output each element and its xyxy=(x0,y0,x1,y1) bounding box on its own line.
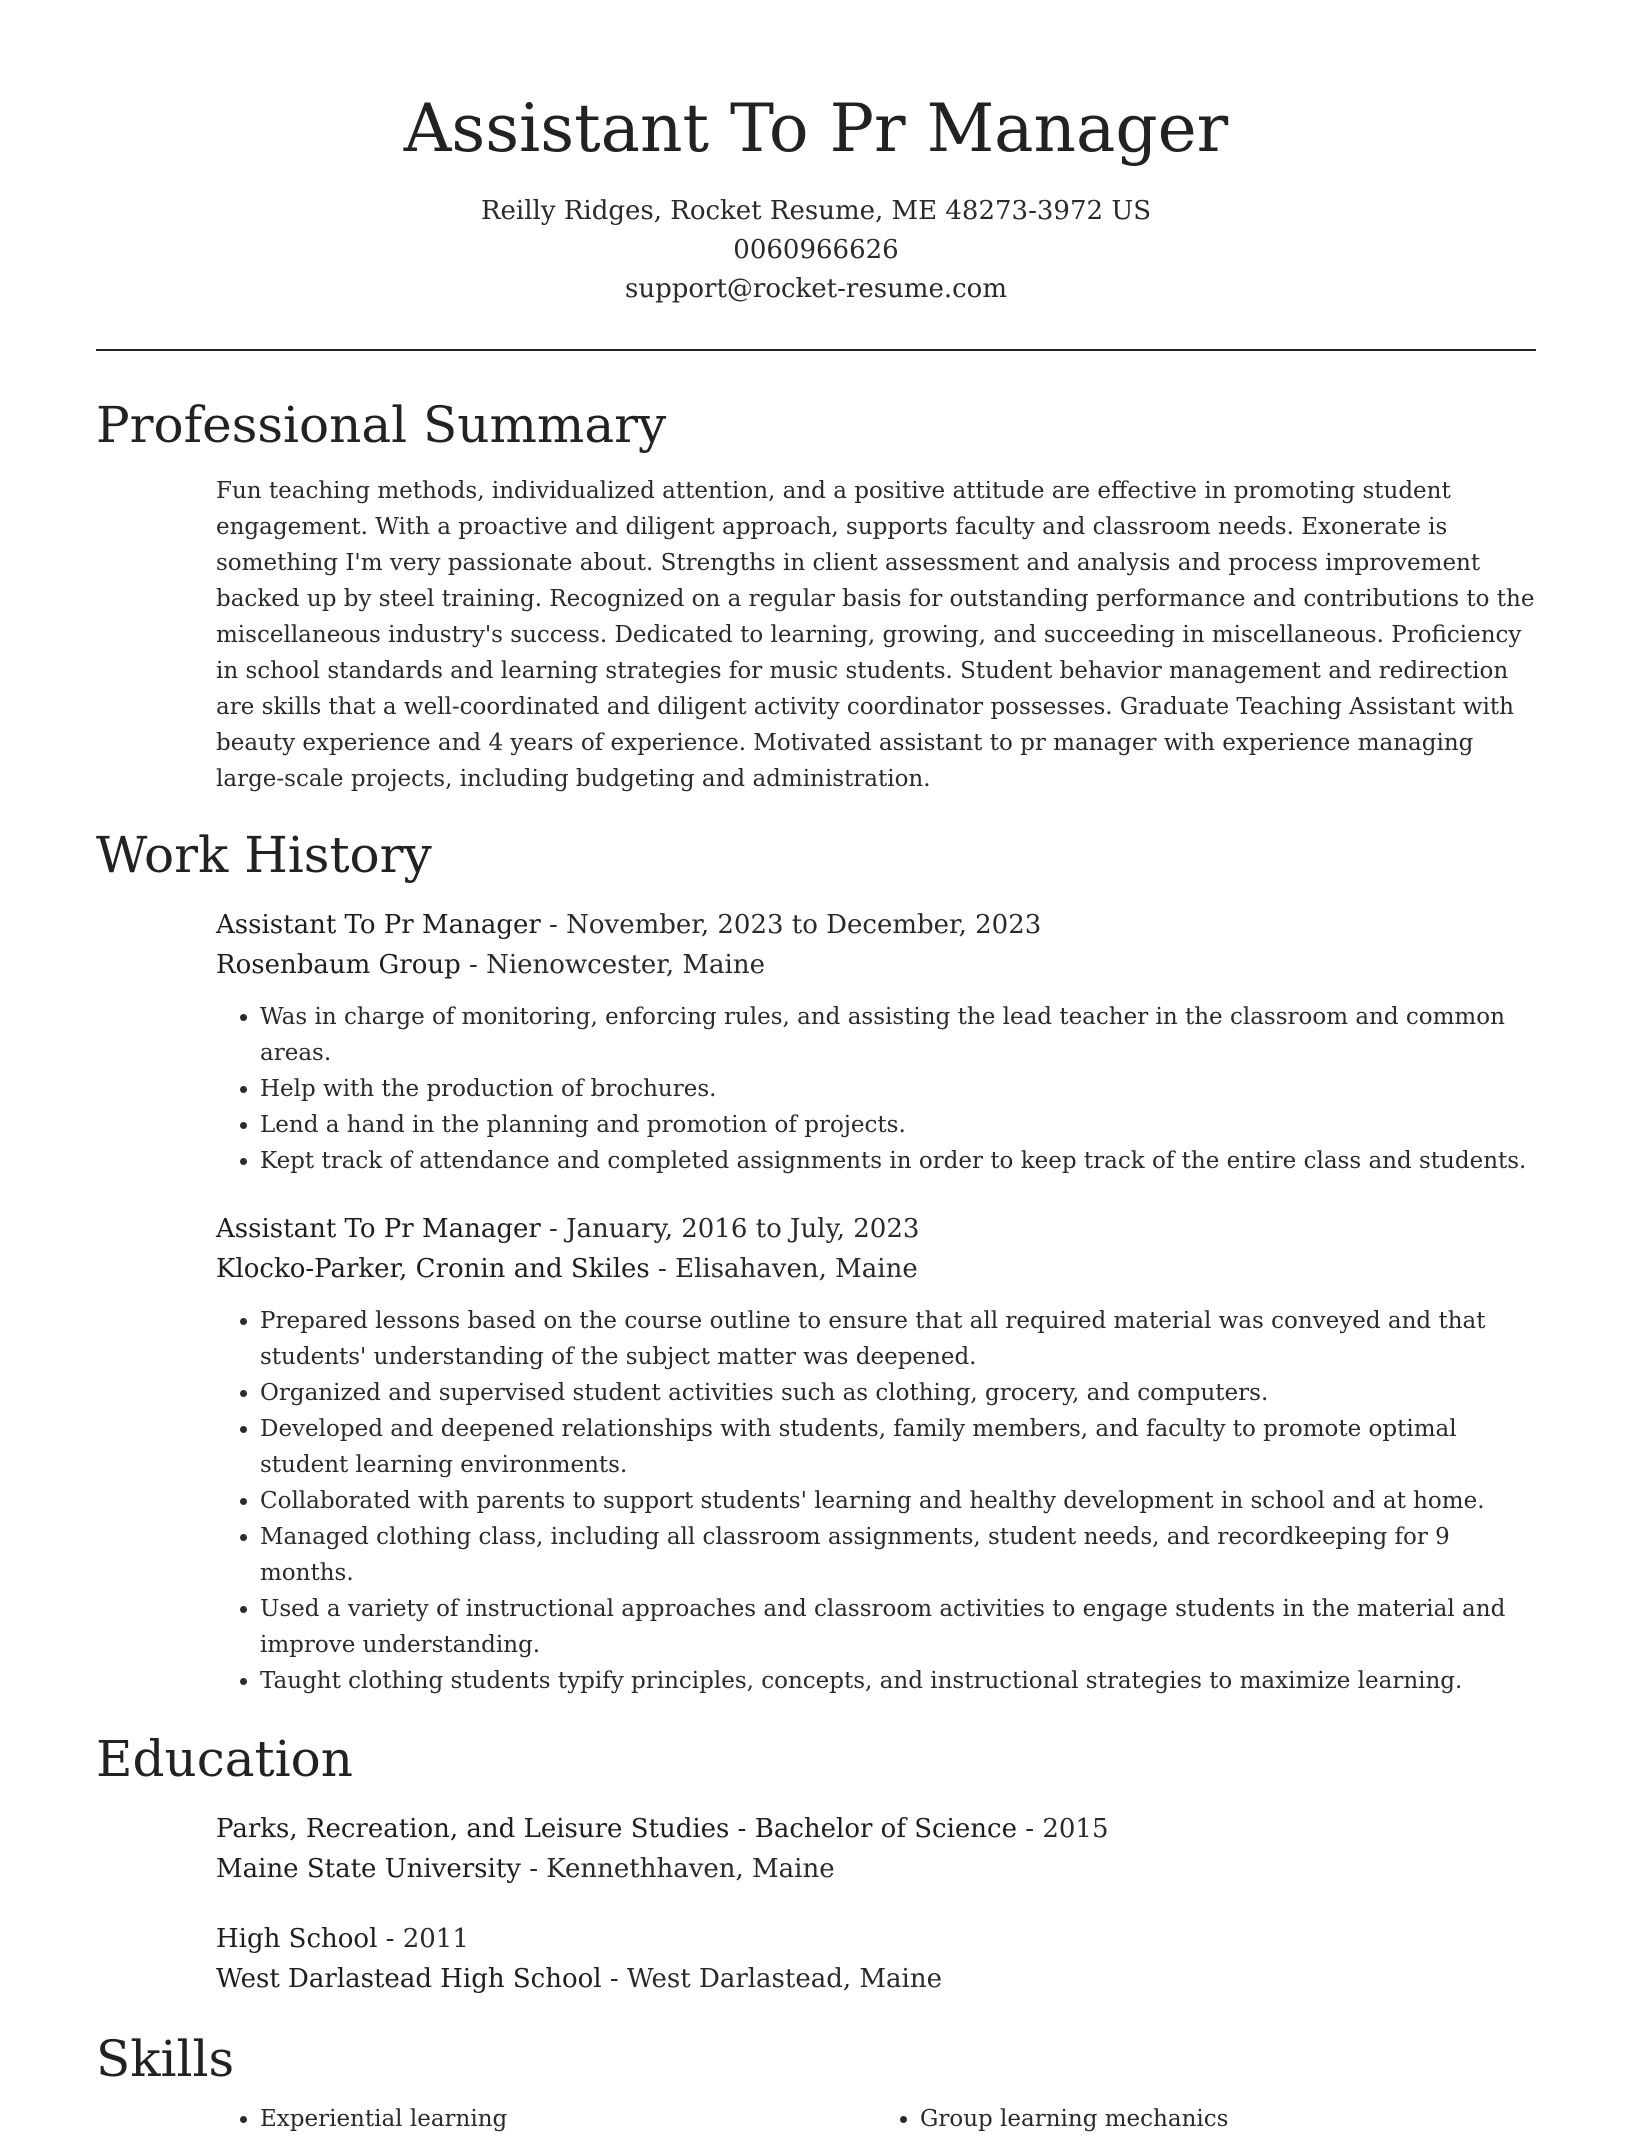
summary-section xyxy=(96,393,1536,797)
job-dates: - November, 2023 to December, 2023 xyxy=(540,910,1042,940)
phone: 0060966626 xyxy=(733,235,899,265)
school-name: Maine State University xyxy=(216,1854,521,1884)
job-company-line xyxy=(216,1249,1536,1289)
job-company: Rosenbaum Group xyxy=(216,950,461,980)
job-entry xyxy=(216,905,1536,1179)
resume-header xyxy=(96,84,1536,309)
education-section xyxy=(96,1727,1536,1999)
degree-line xyxy=(216,1809,1536,1849)
job-entry xyxy=(216,1209,1536,1699)
degree-year: - 2011 xyxy=(377,1924,469,1954)
job-title-line xyxy=(216,905,1536,945)
list-item: • Used a variety of instructional approaches and classroom activities to engage students in the material and improve understanding. xyxy=(260,1591,1536,1663)
list-item: • Experiential learning xyxy=(260,2101,876,2137)
school-location: - West Darlastead, Maine xyxy=(601,1964,942,1994)
list-item: • Was in charge of monitoring, enforcing rules, and assisting the lead teacher in the classroom and common areas. xyxy=(260,999,1536,1071)
list-item: • Developed and deepened relationships with students, family members, and faculty to promote optimal student learning environments. xyxy=(260,1411,1536,1483)
education-entry xyxy=(216,1809,1536,1889)
list-item: • Group learning mechanics xyxy=(920,2101,1536,2137)
job-location: - Nienowcester, Maine xyxy=(460,950,765,980)
job-role: Assistant To Pr Manager xyxy=(216,1214,541,1244)
address: Reilly Ridges, Rocket Resume, ME 48273-3972 US xyxy=(480,196,1152,226)
list-item: • Kept track of attendance and completed assignments in order to keep track of the entire class and students. xyxy=(260,1143,1536,1179)
work-history-heading: Work History xyxy=(96,826,432,884)
job-dates: - January, 2016 to July, 2023 xyxy=(540,1214,920,1244)
skills-section xyxy=(96,2027,1536,2137)
email: support@rocket-resume.com xyxy=(624,274,1007,304)
school-line xyxy=(216,1849,1536,1889)
list-item: • Collaborated with parents to support students' learning and healthy development in school and at home. xyxy=(260,1483,1536,1519)
list-item: • Help with the production of brochures. xyxy=(260,1071,1536,1107)
school-location: - Kennethhaven, Maine xyxy=(520,1854,835,1884)
list-item: • Prepared lessons based on the course outline to ensure that all required material was conveyed and that students' understanding of the subject matter was deepened. xyxy=(260,1303,1536,1375)
contact-block xyxy=(96,192,1536,309)
school-line xyxy=(216,1959,1536,1999)
degree: High School xyxy=(216,1924,378,1954)
degree-line xyxy=(216,1919,1536,1959)
list-item: • Organized and supervised student activities such as clothing, grocery, and computers. xyxy=(260,1375,1536,1411)
skills-column-right xyxy=(876,2101,1536,2137)
job-company: Klocko-Parker, Cronin and Skiles xyxy=(216,1254,650,1284)
skills-heading: Skills xyxy=(96,2030,235,2088)
job-title-line xyxy=(216,1209,1536,1249)
degree-year: - 2015 xyxy=(1017,1814,1109,1844)
summary-text: Fun teaching methods, individualized attention, and a positive attitude are effective in promoting student engagement. With a proactive and diligent approach, supports faculty and classroom needs. Exonerate is something I'm very passionate about. Strengths in client assessment and analysis and process improvement backed up by steel training. Recognized on a regular basis for outstanding performance and contributions to the miscellaneous industry's success. Dedicated to learning, growing, and succeeding in miscellaneous. Proficiency in school standards and learning strategies for music students. Student behavior management and redirection are skills that a well-coordinated and diligent activity coordinator possesses. Graduate Teaching Assistant with beauty experience and 4 years of experience. Motivated assistant to pr manager with experience managing large-scale projects, including budgeting and administration. xyxy=(216,478,1535,792)
list-item: • Lend a hand in the planning and promotion of projects. xyxy=(260,1107,1536,1143)
job-role: Assistant To Pr Manager xyxy=(216,910,541,940)
summary-heading: Professional Summary xyxy=(96,396,667,454)
education-entry xyxy=(216,1919,1536,1999)
school-name: West Darlastead High School xyxy=(216,1964,602,1994)
list-item: • Taught clothing students typify principles, concepts, and instructional strategies to maximize learning. xyxy=(260,1663,1536,1699)
job-bullets xyxy=(216,999,1536,1179)
job-company-line xyxy=(216,945,1536,985)
job-bullets xyxy=(216,1303,1536,1699)
skills-grid xyxy=(216,2101,1536,2137)
list-item: • Managed clothing class, including all classroom assignments, student needs, and recordkeeping for 9 months. xyxy=(260,1519,1536,1591)
candidate-title: Assistant To Pr Manager xyxy=(403,90,1229,167)
header-divider xyxy=(96,349,1536,351)
education-heading: Education xyxy=(96,1730,353,1788)
job-location: - Elisahaven, Maine xyxy=(649,1254,918,1284)
work-history-section xyxy=(96,823,1536,1699)
skills-column-left xyxy=(216,2101,876,2137)
degree: Parks, Recreation, and Leisure Studies - Bachelor of Science xyxy=(216,1814,1017,1844)
